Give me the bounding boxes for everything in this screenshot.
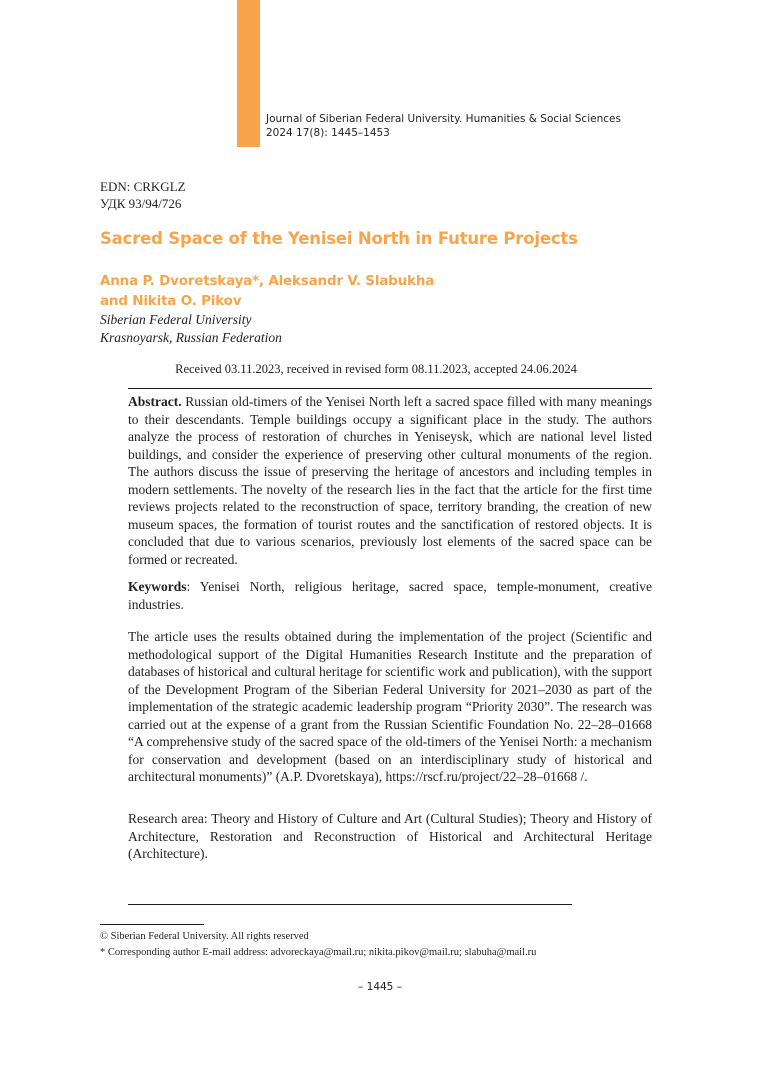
abstract: [128, 393, 652, 568]
authors-line-2: and Nikita O. Pikov: [100, 293, 242, 309]
affiliation: Siberian Federal University: [100, 312, 252, 327]
keywords-text: : Yenisei North, religious heritage, sacred space, temple-monument, creative industries.: [128, 579, 652, 612]
journal-name: Journal of Siberian Federal University. Humanities & Social Sciences: [266, 113, 621, 125]
journal-issue: 2024 17(8): 1445–1453: [266, 127, 390, 139]
abstract-text: Russian old-timers of the Yenisei North left a sacred space filled with many meanings to their descendants. Temple buildings occupy a significant place in the study. The authors analyze the process of restoration of churches in Yeniseysk, which are national level listed buildings, and consider the experience of preserving other cultural monuments of the region. The authors discuss the issue of preserving the heritage of ancestors and including temples in modern settlements. The novelty of the research lies in the fact that the article for the first time reviews projects related to the reconstruction of space, territory branding, the creation of new museum spaces, the formation of tourist routes and the sanctification of restored objects. It is concluded that due to various scenarios, previously lost elements of the sacred space can be formed or recreated.: [128, 394, 652, 567]
abstract-divider: [128, 388, 652, 389]
research-area: Research area: Theory and History of Culture and Art (Cultural Studies); Theory and History of Architecture, Restoration and Reconstruction of Historical and Architectural Heritage (Architecture).: [128, 811, 652, 861]
footnote-divider: [100, 924, 204, 925]
copyright-note: © Siberian Federal University. All rights reserved: [100, 931, 309, 942]
keywords-label: Keywords: [128, 579, 187, 594]
corresponding-author-note: * Corresponding author E-mail address: advoreckaya@mail.ru; nikita.pikov@mail.ru; slabuha@mail.ru: [100, 947, 537, 958]
content-divider: [128, 904, 572, 905]
location: Krasnoyarsk, Russian Federation: [100, 330, 282, 345]
udk-code: УДК 93/94/726: [100, 196, 182, 211]
authors-line-1: Anna P. Dvoretskaya*, Aleksandr V. Slabukha: [100, 273, 435, 289]
funding-statement: The article uses the results obtained during the implementation of the project (Scientific and methodological support of the Digital Humanities Research Institute and the preparation of databases of historical and cultural heritage for scientific work and publication), with the support of the Development Program of the Siberian Federal University for 2021–2030 as part of the implementation of the strategic academic leadership program “Priority 2030”. The research was carried out at the expense of a grant from the Russian Scientific Foundation No. 22–28–01668 “A comprehensive study of the sacred space of the old-timers of the Yenisei North: a mechanism for conservation and development (based on an interdisciplinary study of historical and architectural monuments)” (A.P. Dvoretskaya), https://rscf.ru/project/22–28–01668 /.: [128, 629, 652, 784]
page-number: – 1445 –: [358, 981, 402, 993]
edn-code: EDN: CRKGLZ: [100, 179, 186, 194]
authors: [100, 271, 434, 311]
article-title: Sacred Space of the Yenisei North in Future Projects: [100, 229, 578, 248]
abstract-label: Abstract.: [128, 394, 182, 409]
article-identifiers: [100, 178, 186, 212]
keywords: [128, 578, 652, 613]
affiliation-block: [100, 311, 282, 347]
header-accent-bar: [237, 0, 260, 147]
received-dates: Received 03.11.2023, received in revised form 08.11.2023, accepted 24.06.2024: [175, 362, 577, 376]
journal-header: [266, 112, 621, 140]
footnotes: [100, 929, 536, 961]
